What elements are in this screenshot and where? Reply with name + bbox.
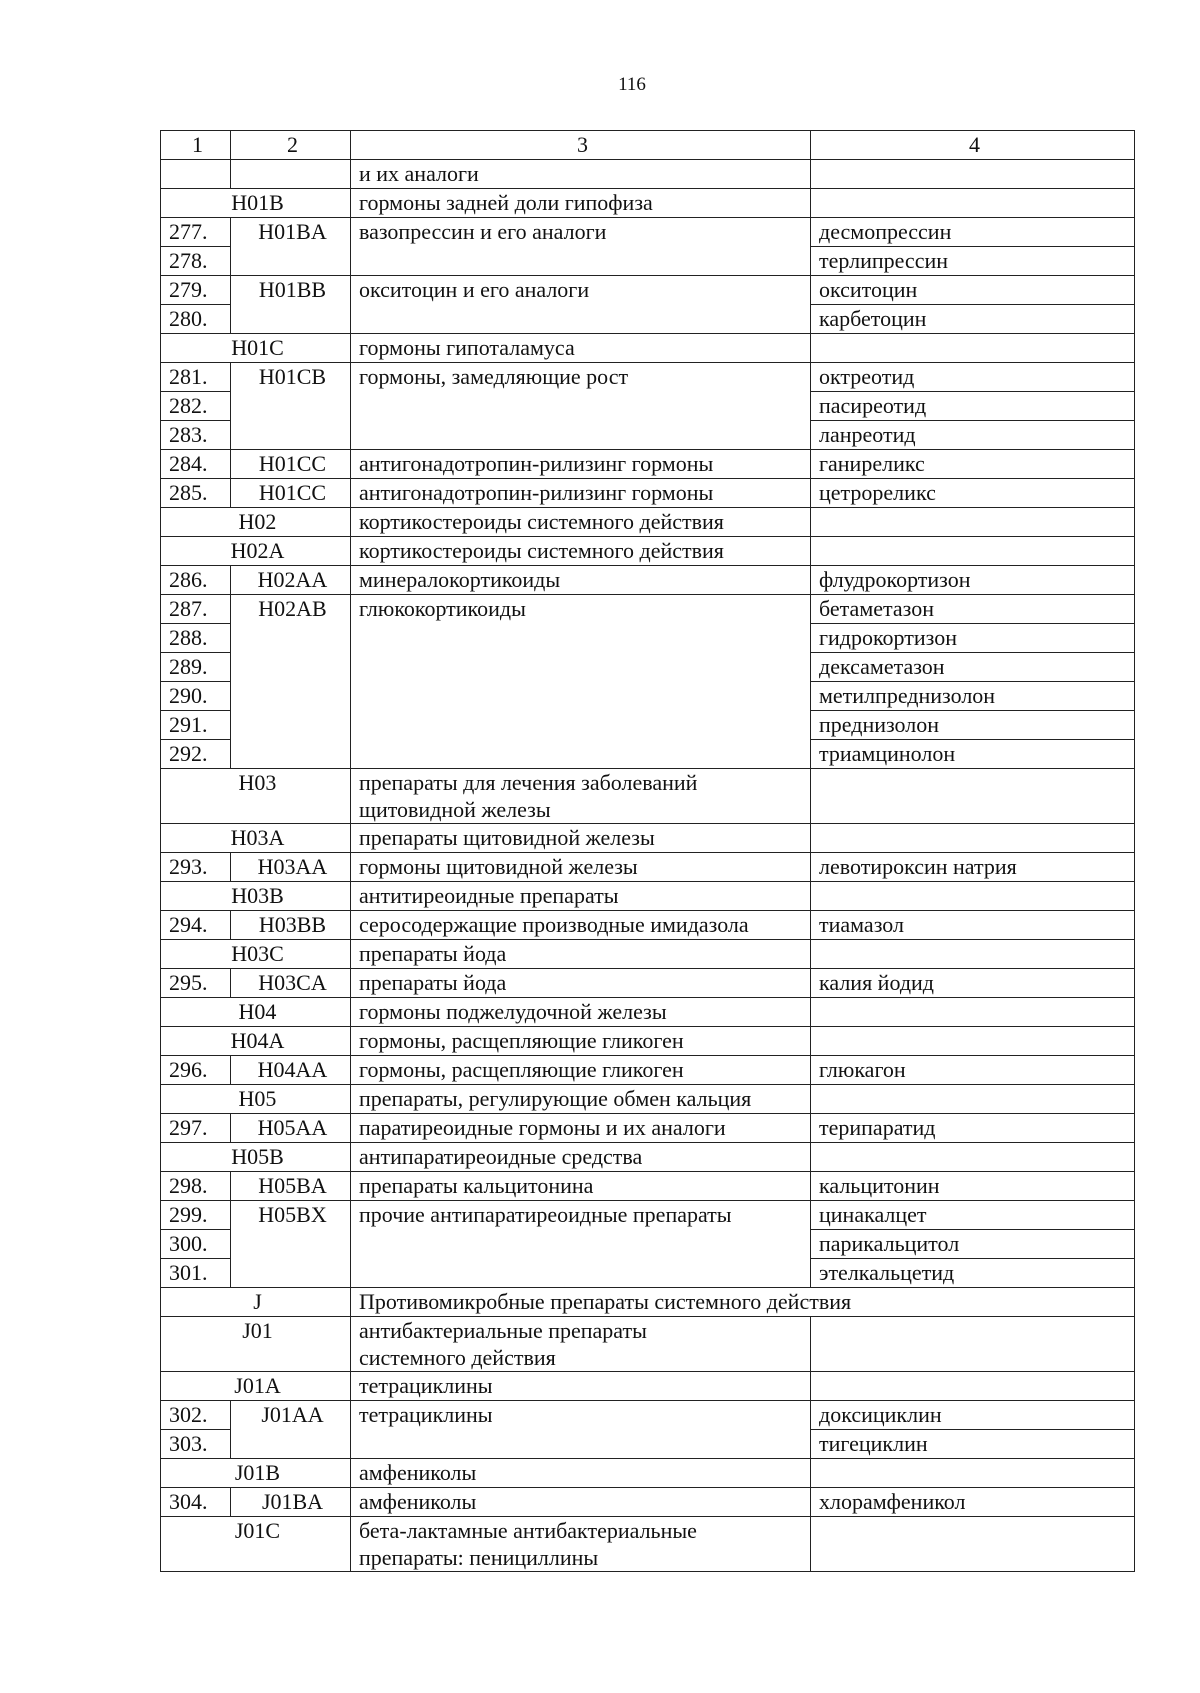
drug-cell: триамцинолон: [811, 740, 1135, 769]
drug-cell: цетрореликс: [811, 479, 1135, 508]
description-cell: гормоны, замедляющие рост: [351, 363, 811, 450]
table-row: [161, 1317, 1135, 1372]
description-cell: антитиреоидные препараты: [351, 882, 811, 911]
drug-table: [160, 130, 1135, 1572]
table-row: [161, 911, 1135, 940]
table-row: [161, 1143, 1135, 1172]
drug-cell: глюкагон: [811, 1056, 1135, 1085]
num-cell: 289.: [161, 653, 231, 682]
table-row: [161, 824, 1135, 853]
drug-cell: преднизолон: [811, 711, 1135, 740]
drug-cell: тиамазол: [811, 911, 1135, 940]
num-cell: 302.: [161, 1401, 231, 1430]
table-row: [161, 1172, 1135, 1201]
num-cell: 282.: [161, 392, 231, 421]
table-row: [161, 1372, 1135, 1401]
description-cell: глюкокортикоиды: [351, 595, 811, 769]
description-line: препараты для лечения заболеваний: [359, 770, 698, 795]
drug-cell: хлорамфеникол: [811, 1488, 1135, 1517]
table-row: [161, 479, 1135, 508]
drug-cell: тигециклин: [811, 1430, 1135, 1459]
num-cell: 279.: [161, 276, 231, 305]
num-cell: 292.: [161, 740, 231, 769]
description-cell: прочие антипаратиреоидные препараты: [351, 1201, 811, 1288]
code-cell: J01BA: [231, 1488, 351, 1517]
table-row: [161, 998, 1135, 1027]
column-header: 3: [351, 131, 811, 160]
table-row: [161, 566, 1135, 595]
table-row: [161, 853, 1135, 882]
code-cell: H05AA: [231, 1114, 351, 1143]
description-cell: [351, 769, 811, 824]
num-cell: 293.: [161, 853, 231, 882]
column-header: 2: [231, 131, 351, 160]
table-row: [161, 940, 1135, 969]
code-cell: H02AA: [231, 566, 351, 595]
drug-cell: [811, 998, 1135, 1027]
drug-cell: парикальцитол: [811, 1230, 1135, 1259]
drug-cell: гидрокортизон: [811, 624, 1135, 653]
description-cell: гормоны, расщепляющие гликоген: [351, 1027, 811, 1056]
drug-cell: [811, 334, 1135, 363]
group-code-cell: H04: [161, 998, 351, 1027]
drug-cell: цинакалцет: [811, 1201, 1135, 1230]
code-cell: H05BA: [231, 1172, 351, 1201]
code-cell: H01CC: [231, 479, 351, 508]
drug-cell: [811, 1517, 1135, 1572]
num-cell: 277.: [161, 218, 231, 247]
drug-cell: [811, 1143, 1135, 1172]
table-row: [161, 1085, 1135, 1114]
group-code-cell: J01A: [161, 1372, 351, 1401]
description-cell: тетрациклины: [351, 1372, 811, 1401]
table-row: [161, 1459, 1135, 1488]
table-row: [161, 508, 1135, 537]
description-cell: кортикостероиды системного действия: [351, 537, 811, 566]
drug-cell: калия йодид: [811, 969, 1135, 998]
description-cell: антигонадотропин-рилизинг гормоны: [351, 479, 811, 508]
num-cell: 297.: [161, 1114, 231, 1143]
num-cell: 290.: [161, 682, 231, 711]
group-code-cell: H01C: [161, 334, 351, 363]
description-cell: [351, 1517, 811, 1572]
drug-cell: карбетоцин: [811, 305, 1135, 334]
num-cell: 300.: [161, 1230, 231, 1259]
drug-cell: [811, 824, 1135, 853]
code-cell: H03CA: [231, 969, 351, 998]
description-cell: препараты кальцитонина: [351, 1172, 811, 1201]
group-code-cell: H02A: [161, 537, 351, 566]
table-row: [161, 769, 1135, 824]
group-code-cell: J01: [161, 1317, 351, 1372]
table-row: [161, 450, 1135, 479]
drug-cell: терипаратид: [811, 1114, 1135, 1143]
code-cell: J01AA: [231, 1401, 351, 1459]
group-code-cell: H02: [161, 508, 351, 537]
num-cell: 295.: [161, 969, 231, 998]
table-row: [161, 1517, 1135, 1572]
drug-cell: [811, 769, 1135, 824]
drug-cell: [811, 1317, 1135, 1372]
num-cell: 283.: [161, 421, 231, 450]
group-code-cell: J01C: [161, 1517, 351, 1572]
description-line: системного действия: [359, 1345, 556, 1370]
code-cell: H03BB: [231, 911, 351, 940]
num-cell: [161, 160, 231, 189]
code-cell: H02AB: [231, 595, 351, 769]
drug-cell: [811, 1027, 1135, 1056]
drug-cell: октреотид: [811, 363, 1135, 392]
description-cell: препараты йода: [351, 969, 811, 998]
table-row: [161, 334, 1135, 363]
num-cell: 288.: [161, 624, 231, 653]
num-cell: 303.: [161, 1430, 231, 1459]
code-cell: H03AA: [231, 853, 351, 882]
num-cell: 298.: [161, 1172, 231, 1201]
drug-cell: этелкальцетид: [811, 1259, 1135, 1288]
num-cell: 285.: [161, 479, 231, 508]
description-cell: амфениколы: [351, 1488, 811, 1517]
page-number: 116: [618, 74, 646, 95]
num-cell: 284.: [161, 450, 231, 479]
num-cell: 291.: [161, 711, 231, 740]
drug-cell: флудрокортизон: [811, 566, 1135, 595]
num-cell: 301.: [161, 1259, 231, 1288]
table-row: [161, 1288, 1135, 1317]
num-cell: 281.: [161, 363, 231, 392]
group-code-cell: H03: [161, 769, 351, 824]
table-row: [161, 1488, 1135, 1517]
group-code-cell: H01B: [161, 189, 351, 218]
table-row: [161, 189, 1135, 218]
description-cell: минералокортикоиды: [351, 566, 811, 595]
drug-cell: окситоцин: [811, 276, 1135, 305]
group-code-cell: H05B: [161, 1143, 351, 1172]
num-cell: 287.: [161, 595, 231, 624]
drug-cell: [811, 537, 1135, 566]
table-row: [161, 1114, 1135, 1143]
drug-cell: левотироксин натрия: [811, 853, 1135, 882]
table-row: [161, 160, 1135, 189]
description-line: препараты: пенициллины: [359, 1545, 599, 1570]
description-line: антибактериальные препараты: [359, 1318, 647, 1343]
drug-cell: пасиреотид: [811, 392, 1135, 421]
drug-cell: кальцитонин: [811, 1172, 1135, 1201]
description-cell: окситоцин и его аналоги: [351, 276, 811, 334]
code-cell: H01CC: [231, 450, 351, 479]
code-cell: H01BB: [231, 276, 351, 334]
section-title-cell: Противомикробные препараты системного действия: [351, 1288, 1135, 1317]
group-code-cell: H05: [161, 1085, 351, 1114]
drug-cell: [811, 1372, 1135, 1401]
description-cell: [351, 1317, 811, 1372]
drug-cell: [811, 940, 1135, 969]
group-code-cell: H03C: [161, 940, 351, 969]
drug-cell: ганиреликс: [811, 450, 1135, 479]
table-row: [161, 595, 1135, 624]
num-cell: 296.: [161, 1056, 231, 1085]
group-code-cell: J01B: [161, 1459, 351, 1488]
description-cell: антигонадотропин-рилизинг гормоны: [351, 450, 811, 479]
table-row: [161, 1401, 1135, 1430]
drug-cell: десмопрессин: [811, 218, 1135, 247]
description-cell: и их аналоги: [351, 160, 811, 189]
description-cell: серосодержащие производные имидазола: [351, 911, 811, 940]
drug-cell: [811, 160, 1135, 189]
section-code-cell: J: [161, 1288, 351, 1317]
drug-cell: [811, 1085, 1135, 1114]
description-cell: гормоны, расщепляющие гликоген: [351, 1056, 811, 1085]
num-cell: 299.: [161, 1201, 231, 1230]
description-cell: кортикостероиды системного действия: [351, 508, 811, 537]
drug-cell: терлипрессин: [811, 247, 1135, 276]
description-cell: антипаратиреоидные средства: [351, 1143, 811, 1172]
table-row: [161, 276, 1135, 305]
drug-cell: бетаметазон: [811, 595, 1135, 624]
description-cell: гормоны гипоталамуса: [351, 334, 811, 363]
drug-cell: [811, 1459, 1135, 1488]
description-cell: тетрациклины: [351, 1401, 811, 1459]
drug-cell: дексаметазон: [811, 653, 1135, 682]
num-cell: 294.: [161, 911, 231, 940]
description-cell: гормоны поджелудочной железы: [351, 998, 811, 1027]
drug-cell: метилпреднизолон: [811, 682, 1135, 711]
drug-cell: [811, 189, 1135, 218]
table-row: [161, 969, 1135, 998]
code-cell: H01CB: [231, 363, 351, 450]
description-line: щитовидной железы: [359, 797, 551, 822]
description-cell: препараты, регулирующие обмен кальция: [351, 1085, 811, 1114]
num-cell: 280.: [161, 305, 231, 334]
code-cell: H01BA: [231, 218, 351, 276]
num-cell: 278.: [161, 247, 231, 276]
description-cell: вазопрессин и его аналоги: [351, 218, 811, 276]
drug-cell: ланреотид: [811, 421, 1135, 450]
description-cell: препараты щитовидной железы: [351, 824, 811, 853]
description-cell: препараты йода: [351, 940, 811, 969]
code-cell: [231, 160, 351, 189]
table-row: [161, 1201, 1135, 1230]
drug-cell: [811, 882, 1135, 911]
description-cell: амфениколы: [351, 1459, 811, 1488]
table-row: [161, 363, 1135, 392]
table-row: [161, 537, 1135, 566]
num-cell: 286.: [161, 566, 231, 595]
table-row: [161, 1056, 1135, 1085]
code-cell: H04AA: [231, 1056, 351, 1085]
group-code-cell: H03A: [161, 824, 351, 853]
table-row: [161, 1027, 1135, 1056]
column-header: 4: [811, 131, 1135, 160]
table-header-row: [161, 131, 1135, 160]
drug-cell: доксициклин: [811, 1401, 1135, 1430]
table-row: [161, 882, 1135, 911]
code-cell: H05BX: [231, 1201, 351, 1288]
table-row: [161, 218, 1135, 247]
column-header: 1: [161, 131, 231, 160]
description-cell: паратиреоидные гормоны и их аналоги: [351, 1114, 811, 1143]
description-line: бета-лактамные антибактериальные: [359, 1518, 697, 1543]
description-cell: гормоны задней доли гипофиза: [351, 189, 811, 218]
group-code-cell: H03B: [161, 882, 351, 911]
group-code-cell: H04A: [161, 1027, 351, 1056]
num-cell: 304.: [161, 1488, 231, 1517]
drug-cell: [811, 508, 1135, 537]
description-cell: гормоны щитовидной железы: [351, 853, 811, 882]
